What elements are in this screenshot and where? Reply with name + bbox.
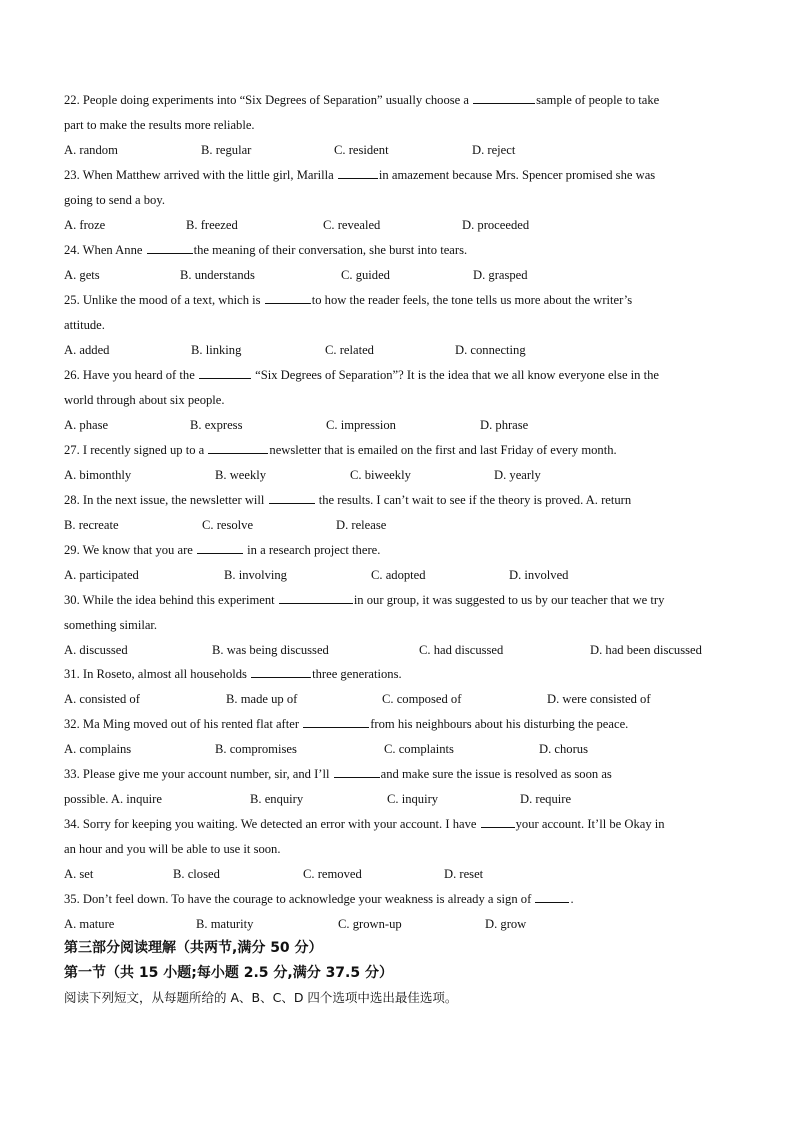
- answer-blank: [147, 242, 193, 254]
- q26-stem-line-2: world through about six people.: [64, 393, 225, 407]
- option-a: A. complains: [64, 742, 132, 756]
- q34-stem-line-2: an hour and you will be able to use it soon.: [64, 842, 281, 856]
- q29-stem-line-1: 29. We know that you are in a research project there.: [64, 543, 381, 557]
- option-c: C. impression: [326, 418, 396, 432]
- q22-stem-line-1: 22. People doing experiments into “Six Degrees of Separation” usually choose a sample of people to take: [64, 93, 660, 107]
- option-a: A. random: [64, 143, 118, 157]
- option-c: C. adopted: [371, 568, 426, 582]
- option-c: C. inquiry: [387, 792, 439, 806]
- answer-blank: [208, 442, 268, 454]
- option-a-inline: possible. A. inquire: [64, 792, 162, 806]
- option-c: C. resident: [334, 143, 389, 157]
- option-c: C. guided: [341, 268, 390, 282]
- answer-blank: [473, 92, 535, 104]
- option-d: D. yearly: [494, 468, 541, 482]
- q26-stem-line-1: 26. Have you heard of the “Six Degrees of Separation”? It is the idea that we all know everyone else in the: [64, 368, 660, 382]
- answer-blank: [199, 367, 251, 379]
- option-b: B. freezed: [186, 218, 238, 232]
- answer-blank: [251, 666, 311, 678]
- option-a: A. discussed: [64, 643, 128, 657]
- option-b: B. regular: [201, 143, 252, 157]
- answer-blank: [481, 816, 515, 828]
- q23-stem-line-2: going to send a boy.: [64, 193, 165, 207]
- option-a: A. participated: [64, 568, 139, 582]
- option-b: B. made up of: [226, 692, 298, 706]
- option-a: A. froze: [64, 218, 106, 232]
- option-d: D. proceeded: [462, 218, 530, 232]
- q23-stem-line-1: 23. When Matthew arrived with the little girl, Marilla in amazement because Mrs. Spencer promised she was: [64, 168, 656, 182]
- answer-blank: [338, 167, 378, 179]
- answer-blank: [279, 592, 353, 604]
- option-d: D. reject: [472, 143, 516, 157]
- q25-stem-line-2: attitude.: [64, 318, 105, 332]
- option-b: B. maturity: [196, 917, 254, 931]
- option-b: B. enquiry: [250, 792, 304, 806]
- option-c: C. removed: [303, 867, 362, 881]
- option-c: C. related: [325, 343, 374, 357]
- answer-blank: [265, 292, 311, 304]
- q35-stem-line-1: 35. Don’t feel down. To have the courage to acknowledge your weakness is already a sign of .: [64, 892, 574, 906]
- subsection-title: 第一节（共 15 小题;每小题 2.5 分,满分 37.5 分）: [64, 965, 393, 981]
- option-d: D. grow: [485, 917, 527, 931]
- q24-stem-line-1: 24. When Anne the meaning of their conversation, she burst into tears.: [64, 243, 468, 257]
- option-d: D. were consisted of: [547, 692, 651, 706]
- option-b: B. recreate: [64, 518, 119, 532]
- reading-instruction: 阅读下列短文，从每题所给的 A、B、C、D 四个选项中选出最佳选项。: [64, 990, 458, 1005]
- option-b: B. express: [190, 418, 243, 432]
- option-a: A. consisted of: [64, 692, 140, 706]
- q25-stem-line-1: 25. Unlike the mood of a text, which is to how the reader feels, the tone tells us more about the writer’s: [64, 293, 633, 307]
- q33-stem-line-1: 33. Please give me your account number, sir, and I’ll and make sure the issue is resolved as soon as: [64, 767, 612, 781]
- option-b: B. compromises: [215, 742, 297, 756]
- q31-stem-line-1: 31. In Roseto, almost all households three generations.: [64, 667, 402, 681]
- option-d: D. had been discussed: [590, 643, 702, 657]
- option-a: A. phase: [64, 418, 109, 432]
- option-a: A. set: [64, 867, 94, 881]
- option-d: D. chorus: [539, 742, 588, 756]
- q28-stem-line-1: 28. In the next issue, the newsletter will the results. I can’t wait to see if the theory is proved. A. return: [64, 493, 632, 507]
- option-d: D. phrase: [480, 418, 529, 432]
- q30-stem-line-1: 30. While the idea behind this experiment in our group, it was suggested to us by our teacher that we try: [64, 593, 665, 607]
- q27-stem-line-1: 27. I recently signed up to a newsletter that is emailed on the first and last Friday of every month.: [64, 443, 617, 457]
- option-b: B. was being discussed: [212, 643, 329, 657]
- answer-blank: [334, 766, 380, 778]
- option-d: D. release: [336, 518, 387, 532]
- q34-stem-line-1: 34. Sorry for keeping you waiting. We detected an error with your account. I have your account. It’ll be Okay in: [64, 817, 665, 831]
- option-a: A. gets: [64, 268, 100, 282]
- option-c: C. biweekly: [350, 468, 411, 482]
- option-b: B. understands: [180, 268, 255, 282]
- answer-blank: [303, 716, 369, 728]
- q22-stem-line-2: part to make the results more reliable.: [64, 118, 255, 132]
- option-b: B. linking: [191, 343, 242, 357]
- option-d: D. involved: [509, 568, 569, 582]
- q30-stem-line-2: something similar.: [64, 618, 158, 632]
- option-c: C. had discussed: [419, 643, 504, 657]
- option-b: B. weekly: [215, 468, 267, 482]
- option-b: B. closed: [173, 867, 220, 881]
- option-d: D. connecting: [455, 343, 526, 357]
- q32-stem-line-1: 32. Ma Ming moved out of his rented flat after from his neighbours about his disturbing the peace.: [64, 717, 629, 731]
- answer-blank: [269, 492, 315, 504]
- part-title: 第三部分阅读理解（共两节,满分 50 分）: [64, 940, 323, 956]
- option-a: A. bimonthly: [64, 468, 132, 482]
- option-a: A. mature: [64, 917, 115, 931]
- option-d: D. require: [520, 792, 572, 806]
- option-b: B. involving: [224, 568, 287, 582]
- option-c: C. grown-up: [338, 917, 402, 931]
- answer-blank: [535, 891, 569, 903]
- answer-blank: [197, 542, 243, 554]
- option-c: C. complaints: [384, 742, 454, 756]
- option-c: C. composed of: [382, 692, 462, 706]
- option-a: A. added: [64, 343, 110, 357]
- option-d: D. grasped: [473, 268, 528, 282]
- option-d: D. reset: [444, 867, 484, 881]
- option-c: C. resolve: [202, 518, 254, 532]
- option-c: C. revealed: [323, 218, 381, 232]
